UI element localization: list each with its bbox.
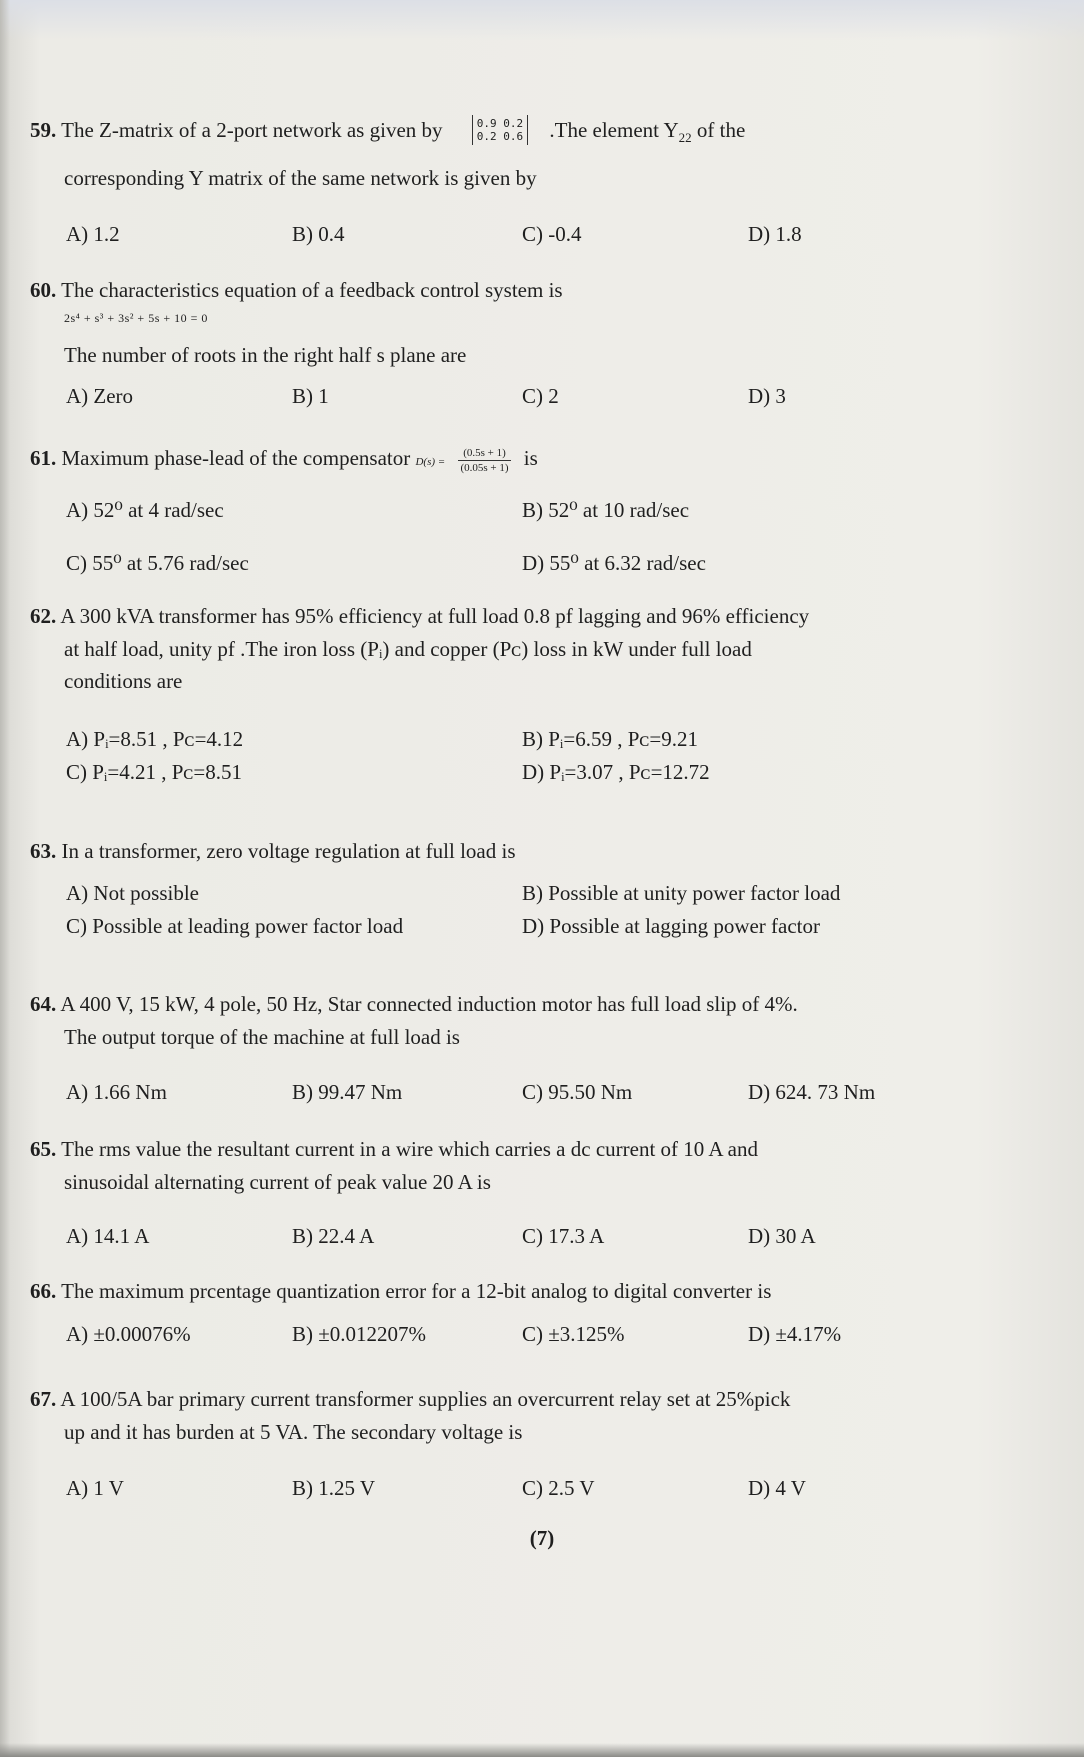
question-60-line3: [30, 339, 980, 371]
transfer-function-label: D(s) =: [415, 456, 446, 468]
question-66: [30, 1275, 980, 1307]
question-67: [30, 1383, 980, 1415]
question-text: is: [523, 446, 538, 470]
options-61-row2: [66, 547, 946, 579]
option-b: B) 99.47 Nm: [292, 1080, 403, 1104]
question-62-line2: [30, 633, 980, 665]
option-c: C) Pᵢ=4.21 , Pᴄ=8.51: [66, 760, 243, 784]
question-text: The output torque of the machine at full load is: [64, 1025, 460, 1049]
question-number: 62.: [30, 604, 57, 628]
question-number: 60.: [30, 278, 57, 302]
question-number: 61.: [30, 446, 57, 470]
options-66: [66, 1318, 946, 1350]
option-b: B) Pᵢ=6.59 , Pᴄ=9.21: [522, 727, 699, 751]
question-59-line2: [30, 162, 980, 194]
characteristic-equation: 2s⁴ + s³ + 3s² + 5s + 10 = 0: [64, 311, 208, 325]
option-b: B) 22.4 A: [292, 1224, 375, 1248]
option-d: D) 4 V: [748, 1476, 806, 1500]
option-d: D) 30 A: [748, 1224, 816, 1248]
option-c: C) 55⁰ at 5.76 rad/sec: [66, 551, 249, 575]
question-text: The number of roots in the right half s plane are: [64, 343, 467, 367]
option-b: B) 1.25 V: [292, 1476, 376, 1500]
option-b: B) 1: [292, 384, 329, 408]
option-d: D) 624. 73 Nm: [748, 1080, 876, 1104]
option-d: D) Pᵢ=3.07 , Pᴄ=12.72: [522, 760, 710, 784]
options-65: [66, 1220, 946, 1252]
question-number: 63.: [30, 839, 57, 863]
question-number: 59.: [30, 118, 57, 142]
option-a: A) 1.66 Nm: [66, 1080, 167, 1104]
options-63-row1: [66, 877, 946, 909]
question-text: conditions are: [64, 669, 183, 693]
options-62-row1: [66, 723, 946, 755]
option-d: D) 3: [748, 384, 786, 408]
option-a: A) 1 V: [66, 1476, 124, 1500]
option-c: C) -0.4: [522, 222, 582, 246]
question-number: 65.: [30, 1137, 57, 1161]
question-text: The maximum prcentage quantization error for a 12-bit analog to digital converter is: [61, 1279, 772, 1303]
option-c: C) Possible at leading power factor load: [66, 914, 404, 938]
question-text: In a transformer, zero voltage regulation at full load is: [61, 839, 516, 863]
option-a: A) 52⁰ at 4 rad/sec: [66, 498, 224, 522]
options-67: [66, 1472, 946, 1504]
question-text: sinusoidal alternating current of peak value 20 A is: [64, 1170, 491, 1194]
question-text: A 100/5A bar primary current transformer supplies an overcurrent relay set at 25%pick: [60, 1387, 791, 1411]
options-59: [66, 218, 946, 250]
page-number: (7): [529, 1526, 555, 1550]
question-text: .The element Y: [549, 118, 679, 142]
question-65-line2: [30, 1166, 980, 1198]
question-text: The characteristics equation of a feedback control system is: [61, 278, 563, 302]
option-c: C) ±3.125%: [522, 1322, 625, 1346]
denominator: (0.05s + 1): [460, 461, 509, 474]
scan-shade-left: [0, 0, 10, 1757]
question-text: up and it has burden at 5 VA. The secondary voltage is: [64, 1420, 523, 1444]
option-a: A) Pᵢ=8.51 , Pᴄ=4.12: [66, 727, 244, 751]
options-62-row2: [66, 756, 946, 788]
question-text: A 400 V, 15 kW, 4 pole, 50 Hz, Star connected induction motor has full load slip of 4%.: [60, 992, 798, 1016]
option-d: D) 1.8: [748, 222, 802, 246]
question-63: [30, 835, 980, 867]
matrix-row: 0.2 0.6: [476, 130, 524, 144]
matrix-row: 0.9 0.2: [476, 117, 524, 131]
question-text: A 300 kVA transformer has 95% efficiency at full load 0.8 pf lagging and 96% efficiency: [60, 604, 810, 628]
option-c: C) 2: [522, 384, 559, 408]
subscript: 22: [678, 130, 692, 146]
question-59: [30, 114, 980, 154]
question-text: of the: [691, 118, 746, 142]
options-61-row1: [66, 494, 946, 526]
scan-shade-top: [0, 0, 1084, 40]
question-text: at half load, unity pf .The iron loss (Pᵢ) and copper (Pᴄ) loss in kW under full load: [64, 637, 752, 661]
question-65: [30, 1133, 980, 1165]
option-b: B) ±0.012207%: [292, 1322, 427, 1346]
option-a: A) 14.1 A: [66, 1224, 150, 1248]
option-c: C) 17.3 A: [522, 1224, 605, 1248]
question-number: 64.: [30, 992, 57, 1016]
numerator: (0.5s + 1): [458, 446, 510, 461]
option-c: C) 95.50 Nm: [522, 1080, 633, 1104]
option-b: B) 52⁰ at 10 rad/sec: [522, 498, 690, 522]
question-number: 66.: [30, 1279, 57, 1303]
option-d: D) Possible at lagging power factor: [522, 914, 821, 938]
question-text: The Z-matrix of a 2-port network as given by: [61, 118, 443, 142]
option-a: A) ±0.00076%: [66, 1322, 191, 1346]
option-a: A) Zero: [66, 384, 134, 408]
question-text: The rms value the resultant current in a wire which carries a dc current of 10 A and: [61, 1137, 758, 1161]
option-d: D) 55⁰ at 6.32 rad/sec: [522, 551, 706, 575]
question-64-line2: [30, 1021, 980, 1053]
scan-shade-bottom: [0, 1743, 1084, 1757]
option-a: A) Not possible: [66, 881, 199, 905]
question-60-equation: [30, 309, 980, 327]
question-67-line2: [30, 1416, 980, 1448]
question-62: [30, 600, 980, 632]
question-text: corresponding Y matrix of the same network is given by: [64, 166, 537, 190]
question-number: 67.: [30, 1387, 57, 1411]
options-64: [66, 1076, 946, 1108]
question-64: [30, 988, 980, 1020]
question-60: [30, 274, 980, 306]
option-c: C) 2.5 V: [522, 1476, 595, 1500]
option-b: B) Possible at unity power factor load: [522, 881, 841, 905]
transfer-function-fraction: [458, 446, 510, 475]
question-62-line3: [30, 665, 980, 697]
option-b: B) 0.4: [292, 222, 345, 246]
options-60: [66, 380, 946, 412]
options-63-row2: [66, 910, 946, 942]
question-61: [30, 442, 980, 478]
option-a: A) 1.2: [66, 222, 120, 246]
question-text: Maximum phase-lead of the compensator: [61, 446, 411, 470]
z-matrix: [472, 115, 528, 145]
option-d: D) ±4.17%: [748, 1322, 842, 1346]
